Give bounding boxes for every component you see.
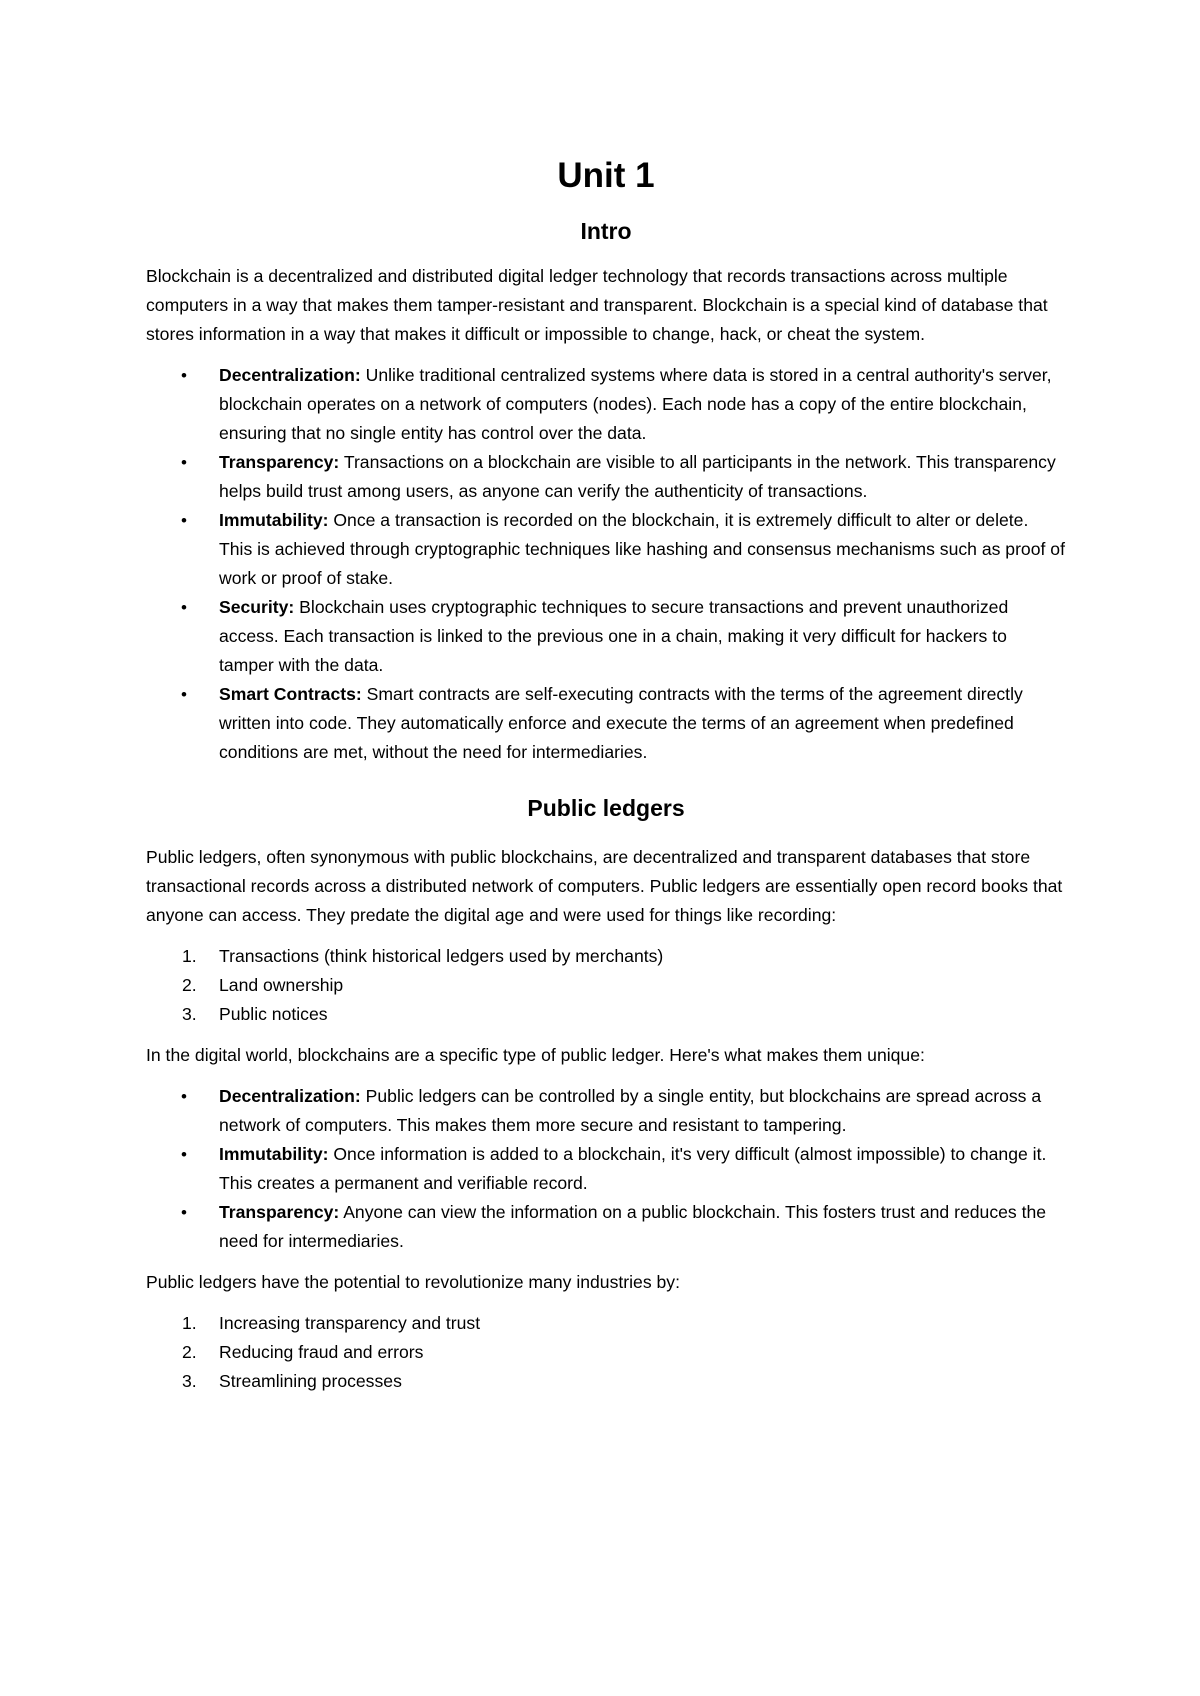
list-item [146,593,1066,680]
public-ledgers-bullet-list [146,1082,1066,1256]
term-label: Security: [219,597,295,617]
bullet-icon: • [181,598,187,617]
term-description: Blockchain uses cryptographic techniques to secure transactions and prevent unauthorized access. Each transaction is linked to the previous one in a chain, making it very difficult for hackers to tamper with the data. [219,597,1009,675]
term-description: Unlike traditional centralized systems where data is stored in a central authority's server, blockchain operates on a network of computers (nodes). Each node has a copy of the entire blockchain, ensuring that no single entity has control over the data. [219,365,1052,443]
list-item [146,1000,1066,1029]
term-label: Immutability: [219,1144,329,1164]
term-label: Transparency: [219,1202,340,1222]
list-item [146,1082,1066,1140]
list-item [146,361,1066,448]
list-item-text: Public notices [219,1004,328,1024]
list-number: 2. [182,1342,197,1362]
list-item [146,680,1066,767]
list-number: 3. [182,1004,197,1024]
list-item [146,1367,1066,1396]
document-body [146,150,1066,1408]
bullet-icon: • [181,453,187,472]
page-title: Unit 1 [557,156,655,195]
list-item [146,448,1066,506]
list-item [146,971,1066,1000]
list-item-text: Streamlining processes [219,1371,402,1391]
list-number: 3. [182,1371,197,1391]
section-heading-intro: Intro [580,218,632,244]
term-description: Once a transaction is recorded on the blockchain, it is extremely difficult to alter or delete. This is achieved through cryptographic techniques like hashing and consensus mechanisms such as proof of work or proof of stake. [219,510,1065,588]
bullet-icon: • [181,511,187,530]
term-description: Smart contracts are self-executing contracts with the terms of the agreement directly written into code. They automatically enforce and execute the terms of an agreement when predefined conditions are met, without the need for intermediaries. [219,684,1023,762]
bullet-icon: • [181,1145,187,1164]
list-number: 2. [182,975,197,995]
list-item [146,1338,1066,1367]
list-number: 1. [182,946,197,966]
bullet-icon: • [181,1203,187,1222]
list-number: 1. [182,1313,197,1333]
term-label: Immutability: [219,510,329,530]
list-item-text: Increasing transparency and trust [219,1313,481,1333]
term-description: Transactions on a blockchain are visible to all participants in the network. This transparency helps build trust among users, as anyone can verify the authenticity of transactions. [219,452,1056,501]
term-label: Transparency: [219,452,340,472]
term-description: Anyone can view the information on a public blockchain. This fosters trust and reduces the need for intermediaries. [219,1202,1047,1251]
term-description: Public ledgers can be controlled by a single entity, but blockchains are spread across a network of computers. This makes them more secure and resistant to tampering. [219,1086,1042,1135]
term-description: Once information is added to a blockchain, it's very difficult (almost impossible) to change it. This creates a permanent and verifiable record. [219,1144,1047,1193]
list-item [146,1140,1066,1198]
list-item [146,1198,1066,1256]
term-label: Decentralization: [219,365,361,385]
list-item-text: Land ownership [219,975,344,995]
intro-bullet-list [146,361,1066,767]
term-label: Decentralization: [219,1086,361,1106]
list-item [146,942,1066,971]
bullet-icon: • [181,366,187,385]
list-item-text: Reducing fraud and errors [219,1342,424,1362]
bullet-icon: • [181,1087,187,1106]
public-ledgers-paragraph-2: In the digital world, blockchains are a specific type of public ledger. Here's what makes them unique: [146,1045,925,1065]
industry-benefits-list [146,1309,1066,1396]
list-item-text: Transactions (think historical ledgers used by merchants) [219,946,664,966]
recording-numbered-list [146,942,1066,1029]
list-item [146,1309,1066,1338]
public-ledgers-paragraph-1: Public ledgers, often synonymous with public blockchains, are decentralized and transparent databases that store transactional records across a distributed network of computers. Public ledgers are essentially open record books that anyone can access. They predate the digital age and were used for things like recording: [146,847,1063,925]
public-ledgers-paragraph-3: Public ledgers have the potential to revolutionize many industries by: [146,1272,680,1292]
intro-paragraph: Blockchain is a decentralized and distributed digital ledger technology that records transactions across multiple computers in a way that makes them tamper-resistant and transparent. Blockchain is a special kind of database that stores information in a way that makes it difficult or impossible to change, hack, or cheat the system. [146,266,1048,344]
section-heading-public-ledgers: Public ledgers [527,795,685,821]
term-label: Smart Contracts: [219,684,362,704]
list-item [146,506,1066,593]
bullet-icon: • [181,685,187,704]
